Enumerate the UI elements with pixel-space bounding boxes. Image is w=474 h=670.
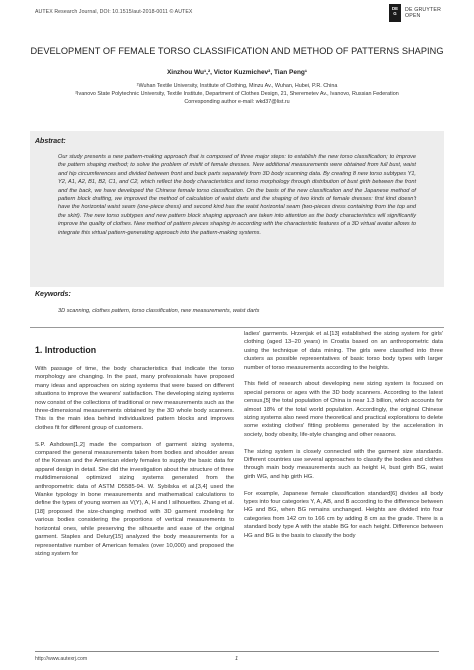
- footer-divider: [35, 651, 439, 652]
- abstract-heading: Abstract:: [35, 138, 66, 145]
- left-column: [35, 365, 234, 567]
- author-list: Xinzhou Wu¹,², Victor Kuzmichev², Tian Peng¹: [166, 69, 308, 76]
- section-divider: [30, 327, 444, 328]
- keywords-heading: Keywords:: [35, 291, 71, 298]
- logo-text-top: DE: [391, 6, 399, 11]
- paragraph: The sizing system is closely connected with the garment size standards. Different countries use several approaches to classify the bodies and clothes through main body measurements such as height H, bust girth BG, waist girth WG, and hip girth HG.: [244, 448, 443, 480]
- publisher-logo: [389, 4, 401, 22]
- paragraph: This field of research about developing new sizing system is focused on special persons or ages with the 3D body scanners. According to the latest census,[5] the total population of China is near 1.3 billion, which accounts for almost 18% of the total world population. Accordingly, the original Chinese sizing systems also need more theoretical and practical explorations to delete some existing clothes' fitting problems generated by the acceleration in society, body obesity, life-style changing and other reasons.: [244, 381, 443, 438]
- publisher-name: DE GRUYTER: [405, 7, 442, 13]
- paragraph: S.P. Ashdown[1,2] made the comparison of garment sizing systems, compared the general measurements taken from bodies and shoulder areas of the Korean and the American elderly females to supply the basic data for apparel design in detail. She did the investigation about the structure of three multidimensional optimized sizing systems generated from the anthropometric data of ASTM D5585-94. W. Sybilska et al.[3,4] used the Wanke typology in bone measurements and mathematical calculations to define the types of young women as V(Y), A, H and I silhouettes. Zhang et al.[18] proposed the size-changing method with 3D garment modeling for various bodies considering the proportions of vertical measurements to horizontal ones, while preserving the silhouette and ease of the original garment. Staples and Delury[15] analyzed the body measurements for a representative number of American females (over 10,000) and proposed the sizing system for: [35, 441, 234, 557]
- paragraph: ladies' garments. Hrzenjak et al.[13] established the sizing system for girls' clothing (aged 13–20 years) in Croatia based on an anthropometric data using the technique of data mining. The girls were classified into three clusters as possible representatives of basic torso body types with larger number of torso measurements according to the heights.: [244, 331, 443, 371]
- corresponding-author: Corresponding author e-mail: wkd37@list.ru: [184, 99, 290, 105]
- affiliation-2: ²Ivanovo State Polytechnic University, Textile Institute, Department of Clothes Design, 21, Sheremetev Av., Ivanovo, Russian Federation: [75, 91, 399, 97]
- paragraph: For example, Japanese female classification standard[6] divides all body types into four categories Y, A, AB, and B according to the difference between HG and BG, when BG remains unchanged. Heights are divided into four categories from 142 cm to 166 cm by adding 8 cm as the grade. There is a standard body type A with the stable BG for each height. Difference between HG and BG is the basis to classify the body: [244, 490, 443, 539]
- page-number: 1: [235, 656, 239, 662]
- publisher-access: OPEN: [405, 13, 421, 19]
- logo-text-bottom: G: [393, 11, 397, 16]
- journal-header-line: AUTEX Research Journal, DOI: 10.1515/aut-2018-0011 © AUTEX: [35, 9, 193, 15]
- paragraph: With passage of time, the body characteristics that indicate the torso morphology are changing. In the past, many professionals have proposed many ideas and approaches on sizing systems that were based on different situations to improve the wearers' satisfaction. The developing sizing systems now consist of the collections of traditional or new measurements such as the three-dimensional measurements obtained by the 3D whole body scanners. This is the main idea behind individualized pattern blocks and improves clothes fit for different group of customers.: [35, 366, 234, 431]
- abstract-text: Our study presents a new pattern-making approach that is composed of three major steps: to establish the new torso classification; to improve the pattern shaping method; to solve the problem of misfit of female dresses. New additional measurements were obtained from full bust, waist and hip circumferences and divided between front and back parts separately from 3D body scanning data. By creating 8 new torso subtypes Y1, Y2, A1, A2, B1, B2, C1, and C2, which reflect the body characteristics and torso morphology through distribution of bust girth between the front and the back, we have developed the Chinese female torso classification. On the basis of the new classification and the Japanese method of pattern block drafting, we improved the method of calculation of waist darts and the shaping of two kinds of female dresses: first kind doesn't have the horizontal waist seam (one-piece dress) and second kind has the waist horizontal seam (two-pieces dress containing from the top and the skirt). The new torso subtypes and new pattern block shaping approach are taken into attention as the body characteristics will significantly improve the quality of clothes. New method of pattern pieces shaping in according with the characteristic features of a 3D virtual avatar allows to integrate this virtual pattern-generating approach into the pattern-making systems.: [58, 154, 416, 236]
- keywords-text: 3D scanning, clothes pattern, torso classification, new measurements, waist darts: [58, 308, 260, 314]
- affiliation-1: ¹Wuhan Textile University, Institute of Clothing, Minzu Av., Wuhan, Hubei, P.R. China: [136, 83, 338, 89]
- publisher-name-block: [405, 7, 441, 19]
- journal-website-link[interactable]: http://www.autexrj.com: [35, 656, 88, 662]
- paper-title: DEVELOPMENT OF FEMALE TORSO CLASSIFICATION AND METHOD OF PATTERNS SHAPING: [30, 46, 444, 56]
- section-heading: 1. Introduction: [35, 345, 97, 355]
- right-column: [244, 330, 443, 549]
